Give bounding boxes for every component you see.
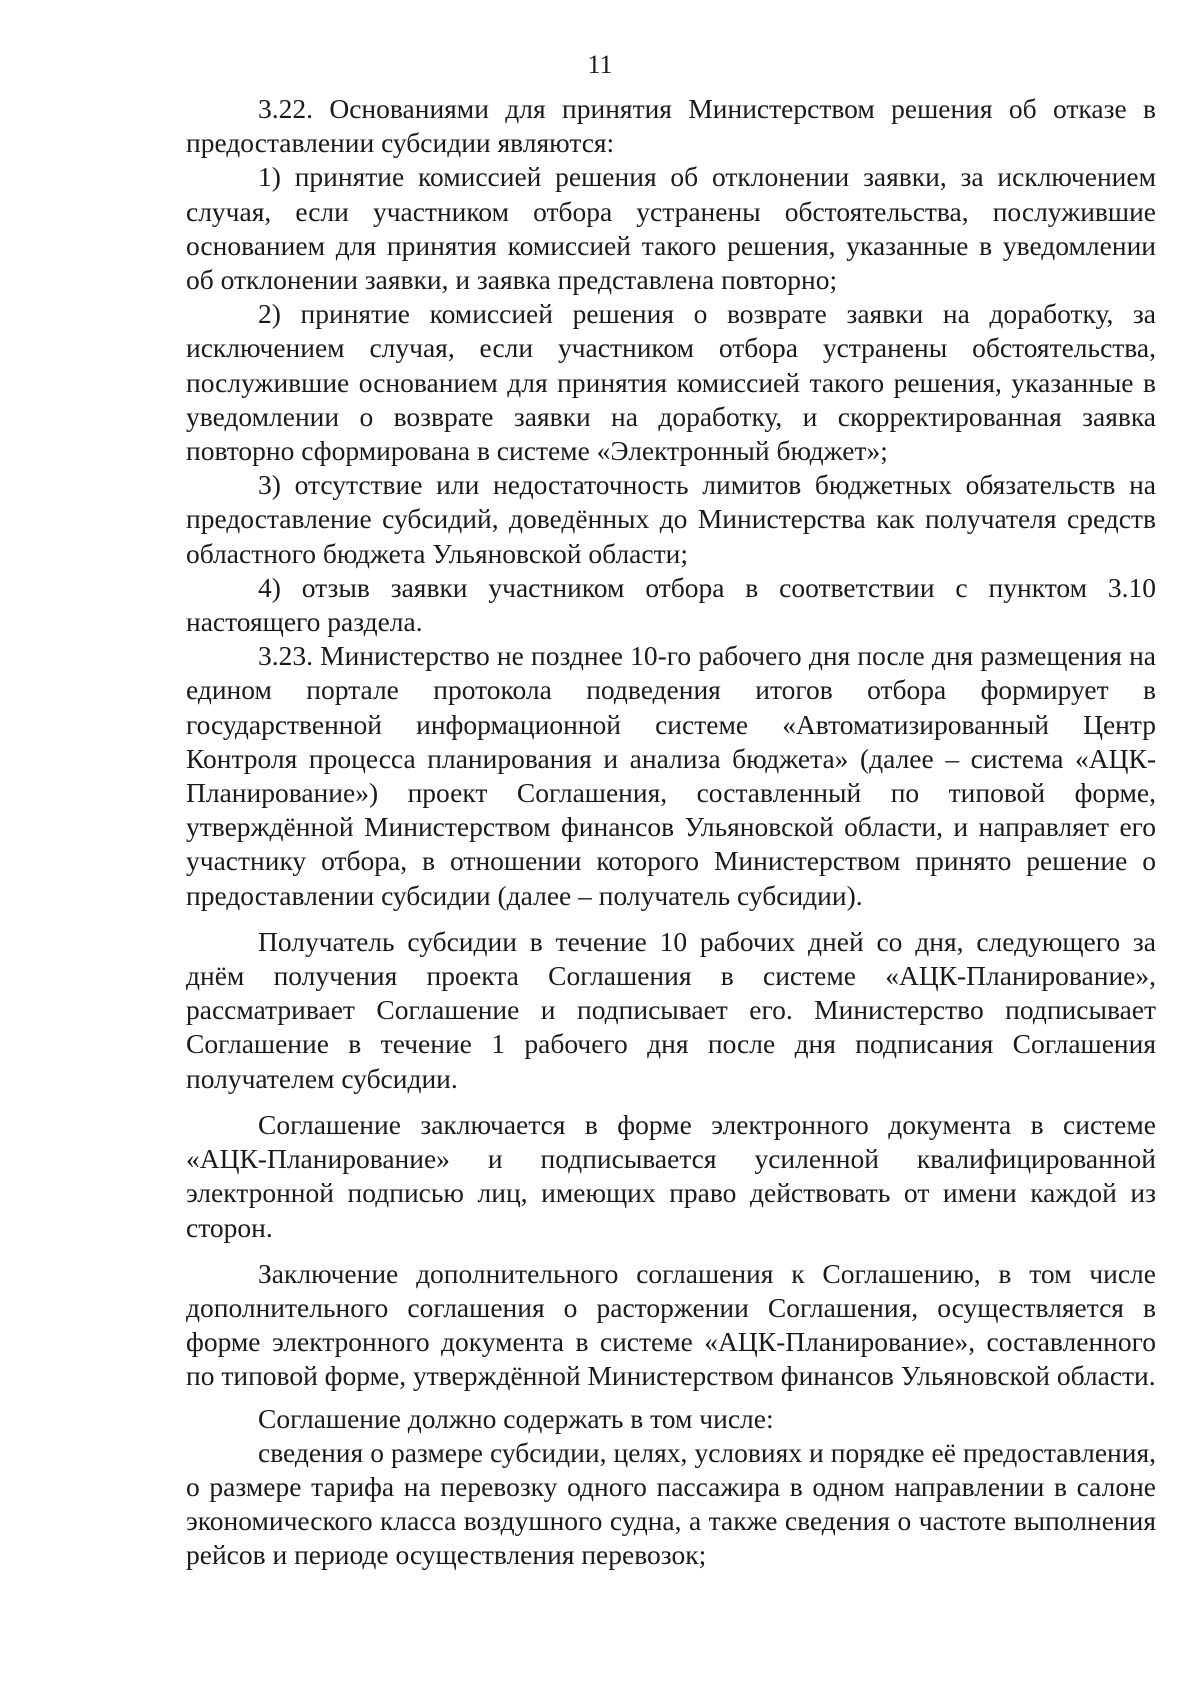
paragraph-subsidy-details: сведения о размере субсидии, целях, условиях и порядке её предоставления, о размере тарифа на перевозку одного пассажира в одном направлении в салоне экономического класса воздушного судна, а также сведения о частоте выполнения рейсов и периоде осуществления перевозок; [186, 1436, 1156, 1571]
paragraph-additional-agreement: Заключение дополнительного соглашения к Соглашению, в том числе дополнительного соглашения о расторжении Соглашения, осуществляется в форме электронного документа в системе «АЦК-Планирование», составленного по типовой форме, утверждённой Министерством финансов Ульяновской области. [186, 1257, 1156, 1392]
list-item-4: 4) отзыв заявки участником отбора в соответствии с пунктом 3.10 настоящего раздела. [186, 571, 1156, 638]
list-item-2: 2) принятие комиссией решения о возврате заявки на доработку, за исключением случая, если участником отбора устранены обстоятельства, послужившие основанием для принятия комиссией такого решения, указанные в уведомлении о возврате заявки на доработку, и скорректированная заявка повторно сформирована в системе «Электронный бюджет»; [186, 298, 1156, 467]
paragraph-3-22: 3.22. Основаниями для принятия Министерством решения об отказе в предоставлении субсидии являются: [186, 93, 1156, 159]
paragraph-recipient-signing: Получатель субсидии в течение 10 рабочих дней со дня, следующего за днём получения проекта Соглашения в системе «АЦК-Планирование», рассматривает Соглашение и подписывает его. Министерство подписывает Соглашение в течение 1 рабочего дня после дня подписания Соглашения получателем субсидии. [186, 925, 1156, 1094]
list-item-1: 1) принятие комиссией решения об отклонении заявки, за исключением случая, если участником отбора устранены обстоятельства, послужившие основанием для принятия комиссией такого решения, указанные в уведомлении об отклонении заявки, и заявка представлена повторно; [186, 161, 1156, 296]
paragraph-3-23: 3.23. Министерство не позднее 10-го рабочего дня после дня размещения на едином портале протокола подведения итогов отбора формирует в государственной информационной системе «Автоматизированный Центр Контроля процесса планирования и анализа бюджета» (далее – система «АЦК-Планирование») проект Соглашения, составленный по типовой форме, утверждённой Министерством финансов Ульяновской области, и направляет его участнику отбора, в отношении которого Министерством принято решение о предоставлении субсидии (далее – получатель субсидии). [186, 640, 1156, 911]
page-number: 11 [587, 50, 613, 79]
document-body [186, 92, 1156, 1573]
paragraph-agreement-form: Соглашение заключается в форме электронного документа в системе «АЦК-Планирование» и подписывается усиленной квалифицированной электронной подписью лиц, имеющих право действовать от имени каждой из сторон. [186, 1108, 1156, 1243]
paragraph-agreement-contents: Соглашение должно содержать в том числе: [258, 1402, 774, 1434]
list-item-3: 3) отсутствие или недостаточность лимитов бюджетных обязательств на предоставление субсидий, доведённых до Министерства как получателя средств областного бюджета Ульяновской области; [186, 469, 1156, 569]
